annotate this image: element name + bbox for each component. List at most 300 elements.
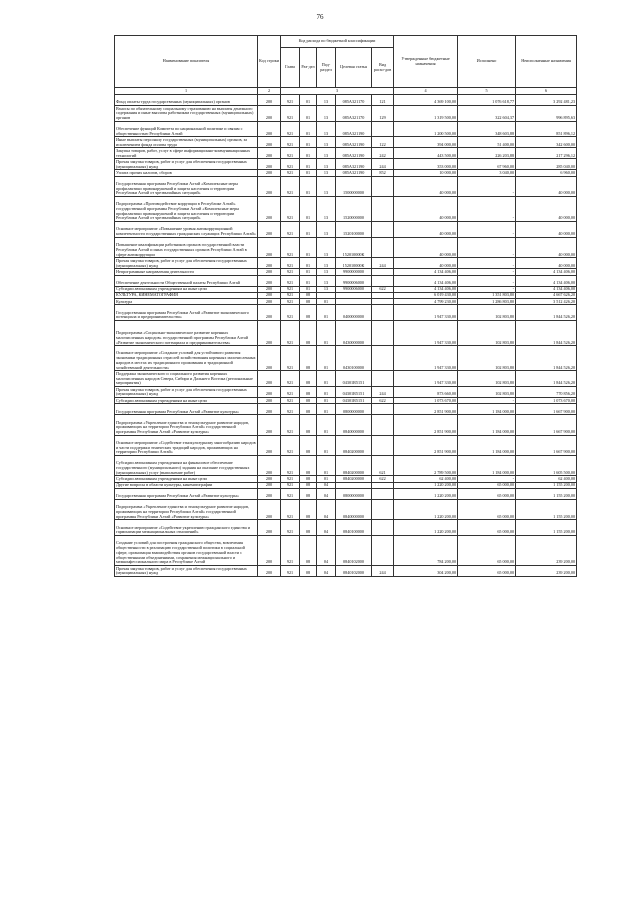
row-target: 0400000000	[336, 305, 372, 321]
row-podrazdel: 13	[317, 286, 336, 292]
row-line-code: 200	[258, 321, 281, 346]
row-glava: 921	[281, 286, 300, 292]
row-target: 085А321170	[336, 95, 372, 106]
row-razdel: 08	[300, 435, 317, 455]
row-glava: 921	[281, 170, 300, 176]
row-name: Обеспечение функций Комитета по национальной политике и связям с общественностью Республики Алтай	[115, 121, 258, 137]
header-executed: Исполнено	[458, 36, 516, 88]
row-approved: 40 000,00	[394, 222, 458, 238]
row-glava: 921	[281, 305, 300, 321]
row-line-code: 200	[258, 170, 281, 176]
row-podrazdel: 01	[317, 476, 336, 482]
row-name: Поддержка экономического и социального развития коренных малочисленных народов Севера, Сибири и Дальнего Востока (региональные мероприятия)	[115, 371, 258, 387]
row-executed: 1 184 000,00	[458, 435, 516, 455]
row-target: 04301R5151	[336, 371, 372, 387]
table-body	[115, 95, 577, 577]
row-unexecuted: 4 667 626,20	[516, 292, 577, 298]
row-approved: 1 073 670,00	[394, 397, 458, 403]
row-exp-type: 622	[372, 476, 394, 482]
row-unexecuted: 851 896,12	[516, 121, 577, 137]
row-podrazdel: 13	[317, 170, 336, 176]
row-unexecuted: 40 000,00	[516, 222, 577, 238]
row-executed: -	[458, 269, 516, 275]
row-glava: 921	[281, 176, 300, 196]
table-row	[115, 565, 577, 576]
row-exp-type	[372, 305, 394, 321]
row-executed: 65 000,00	[458, 520, 516, 536]
row-executed: 1 184 000,00	[458, 456, 516, 476]
row-approved: 443 500,00	[394, 148, 458, 159]
row-executed: 102 803,80	[458, 371, 516, 387]
row-target: 1500000000	[336, 176, 372, 196]
row-target: 085А321190	[336, 159, 372, 170]
row-approved: 10 000,00	[394, 170, 458, 176]
row-podrazdel: 01	[317, 386, 336, 397]
row-approved: 40 000,00	[394, 237, 458, 257]
row-razdel: 08	[300, 346, 317, 371]
row-approved: 40 000,00	[394, 258, 458, 269]
row-unexecuted: 1 155 200,00	[516, 520, 577, 536]
row-line-code: 200	[258, 565, 281, 576]
row-exp-type: 129	[372, 106, 394, 122]
row-podrazdel: 01	[317, 346, 336, 371]
row-razdel: 08	[300, 292, 317, 298]
table-row	[115, 386, 577, 397]
row-line-code: 200	[258, 197, 281, 222]
row-glava: 921	[281, 415, 300, 435]
row-razdel: 01	[300, 197, 317, 222]
row-exp-type: 244	[372, 386, 394, 397]
row-exp-type: 852	[372, 170, 394, 176]
row-glava: 921	[281, 404, 300, 415]
row-unexecuted: 62 400,00	[516, 476, 577, 482]
row-unexecuted: 1 155 200,00	[516, 489, 577, 500]
row-approved: 2 851 900,00	[394, 435, 458, 455]
row-glava: 921	[281, 565, 300, 576]
row-name: Закупка товаров, работ, услуг в сфере информационно-коммуникационных технологий	[115, 148, 258, 159]
col-index: 2	[258, 88, 281, 95]
row-razdel: 01	[300, 269, 317, 275]
row-unexecuted: 4 134 406,00	[516, 269, 577, 275]
table-row	[115, 237, 577, 257]
row-unexecuted: 996 895,63	[516, 106, 577, 122]
row-name: Фонд оплаты труда государственных (муниципальных) органов	[115, 95, 258, 106]
table-row	[115, 222, 577, 238]
row-unexecuted: 40 000,00	[516, 176, 577, 196]
row-podrazdel: 01	[317, 371, 336, 387]
row-exp-type	[372, 404, 394, 415]
row-executed: 226 203,88	[458, 148, 516, 159]
row-glava: 921	[281, 95, 300, 106]
row-approved: 1 319 500,00	[394, 106, 458, 122]
row-unexecuted: 4 134 406,00	[516, 286, 577, 292]
row-podrazdel: 13	[317, 258, 336, 269]
row-exp-type	[372, 520, 394, 536]
row-line-code: 200	[258, 305, 281, 321]
row-podrazdel: 13	[317, 197, 336, 222]
row-unexecuted: 1 667 900,00	[516, 435, 577, 455]
row-line-code: 200	[258, 397, 281, 403]
row-approved: 6 019 430,00	[394, 292, 458, 298]
table-row	[115, 305, 577, 321]
row-exp-type: 244	[372, 258, 394, 269]
row-executed: -	[458, 286, 516, 292]
row-name: Субсидии автономным учреждениям на иные цели	[115, 397, 258, 403]
row-approved: 1 947 330,00	[394, 371, 458, 387]
row-approved: 40 000,00	[394, 197, 458, 222]
row-podrazdel: 13	[317, 148, 336, 159]
row-approved: 4 134 406,00	[394, 275, 458, 286]
row-podrazdel: 01	[317, 397, 336, 403]
row-unexecuted: 239 200,00	[516, 536, 577, 566]
row-line-code: 200	[258, 258, 281, 269]
row-exp-type	[372, 321, 394, 346]
row-executed: 1 184 000,00	[458, 404, 516, 415]
row-executed: -	[458, 397, 516, 403]
row-executed: 1 351 803,80	[458, 292, 516, 298]
row-name: Непрограммные направления деятельности	[115, 269, 258, 275]
row-approved: 1 947 330,00	[394, 305, 458, 321]
row-razdel: 08	[300, 520, 317, 536]
row-name: Субсидии автономным учреждениям на иные цели	[115, 286, 258, 292]
row-razdel: 01	[300, 222, 317, 238]
row-exp-type	[372, 371, 394, 387]
row-approved: 1 220 200,00	[394, 489, 458, 500]
row-executed: -	[458, 476, 516, 482]
row-executed: -	[458, 222, 516, 238]
row-executed: 1 076 618,77	[458, 95, 516, 106]
row-name: Подпрограмма «Социально-экономическое развитие коренных малочисленных народов» государственной программы Республики Алтай «Развитие экономического потенциала и предпринимательства»	[115, 321, 258, 346]
row-line-code: 200	[258, 137, 281, 148]
row-exp-type: 121	[372, 95, 394, 106]
row-target: 0840200000	[336, 456, 372, 476]
row-approved: 4 134 406,00	[394, 269, 458, 275]
row-target: 0800000000	[336, 489, 372, 500]
row-approved: 873 660,00	[394, 386, 458, 397]
row-executed: 102 803,80	[458, 305, 516, 321]
row-razdel: 01	[300, 137, 317, 148]
row-approved: 2 789 500,00	[394, 456, 458, 476]
row-razdel: 08	[300, 456, 317, 476]
row-podrazdel: 01	[317, 456, 336, 476]
row-target: 0840000000	[336, 415, 372, 435]
row-podrazdel: 13	[317, 269, 336, 275]
row-line-code: 200	[258, 435, 281, 455]
row-podrazdel: 13	[317, 237, 336, 257]
table-row	[115, 137, 577, 148]
row-executed: -	[458, 258, 516, 269]
table-row	[115, 159, 577, 170]
row-approved: 1 220 200,00	[394, 482, 458, 488]
row-name: Другие вопросы в области культуры, кинематографии	[115, 482, 258, 488]
row-glava: 921	[281, 435, 300, 455]
row-target: 0840200000	[336, 435, 372, 455]
table-row	[115, 148, 577, 159]
row-razdel: 08	[300, 404, 317, 415]
table-row	[115, 121, 577, 137]
table-row	[115, 489, 577, 500]
row-glava: 921	[281, 346, 300, 371]
row-glava: 921	[281, 482, 300, 488]
row-exp-type: 622	[372, 397, 394, 403]
row-razdel: 08	[300, 565, 317, 576]
row-unexecuted: 1 155 200,00	[516, 500, 577, 520]
row-exp-type	[372, 435, 394, 455]
row-executed: 1 184 000,00	[458, 415, 516, 435]
row-name: Основное мероприятие «Создание условий для устойчивого развития экономики традиционных отраслей хозяйствования коренных малочисленных народов в местах их традиционного проживания и традиционной хозяйственной деятельности»	[115, 346, 258, 371]
col-index: 1	[115, 88, 258, 95]
row-approved: 1 947 330,00	[394, 346, 458, 371]
row-razdel: 01	[300, 286, 317, 292]
row-razdel: 01	[300, 170, 317, 176]
row-razdel: 08	[300, 536, 317, 566]
row-target: 0430100000	[336, 346, 372, 371]
row-name: Государственная программа Республики Алтай «Развитие культуры»	[115, 489, 258, 500]
row-razdel: 01	[300, 121, 317, 137]
row-razdel: 08	[300, 305, 317, 321]
row-line-code: 200	[258, 286, 281, 292]
row-podrazdel: 04	[317, 482, 336, 488]
col-index: 4	[394, 88, 458, 95]
row-unexecuted: 3 512 426,20	[516, 299, 577, 305]
row-podrazdel: 01	[317, 404, 336, 415]
row-glava: 921	[281, 536, 300, 566]
row-razdel: 01	[300, 176, 317, 196]
table-row	[115, 435, 577, 455]
table-row	[115, 520, 577, 536]
header-glava: Глава	[281, 48, 300, 88]
row-name: Государственная программа Республики Алтай «Развитие культуры»	[115, 404, 258, 415]
row-razdel: 08	[300, 489, 317, 500]
row-razdel: 01	[300, 275, 317, 286]
row-exp-type	[372, 500, 394, 520]
row-name: Прочая закупка товаров, работ и услуг для обеспечения государственных (муниципальных) нужд	[115, 159, 258, 170]
row-approved: 2 851 900,00	[394, 404, 458, 415]
row-executed: 67 960,00	[458, 159, 516, 170]
row-name: Государственная программа Республики Алтай «Комплексные меры профилактики правонарушений и защита населения и территории Республики Алтай от чрезвычайных ситуаций»	[115, 176, 258, 196]
row-line-code: 200	[258, 237, 281, 257]
row-glava: 921	[281, 237, 300, 257]
row-approved: 2 851 900,00	[394, 415, 458, 435]
row-line-code: 200	[258, 176, 281, 196]
row-executed: 65 000,00	[458, 536, 516, 566]
row-podrazdel: 01	[317, 435, 336, 455]
row-unexecuted: 40 000,00	[516, 197, 577, 222]
row-target: 085А321190	[336, 121, 372, 137]
row-razdel: 08	[300, 476, 317, 482]
header-classification: Код расхода по бюджетной классификации	[281, 36, 394, 48]
row-line-code: 200	[258, 520, 281, 536]
row-name: Взносы по обязательному социальному страхованию на выплаты денежного содержания и иные выплаты работникам государственных (муниципальных) органов	[115, 106, 258, 122]
row-razdel: 01	[300, 106, 317, 122]
row-target: 1520000000	[336, 197, 372, 222]
row-unexecuted: 342 600,00	[516, 137, 577, 148]
row-target: 085А321190	[336, 170, 372, 176]
row-glava: 921	[281, 299, 300, 305]
table-row	[115, 415, 577, 435]
row-executed: -	[458, 176, 516, 196]
row-approved: 394 000,00	[394, 137, 458, 148]
row-unexecuted: 1 155 200,00	[516, 482, 577, 488]
row-razdel: 08	[300, 397, 317, 403]
row-glava: 921	[281, 222, 300, 238]
row-target: 085А321190	[336, 137, 372, 148]
row-glava: 921	[281, 520, 300, 536]
row-line-code: 200	[258, 489, 281, 500]
row-podrazdel: 13	[317, 176, 336, 196]
row-podrazdel: 13	[317, 106, 336, 122]
row-line-code: 200	[258, 404, 281, 415]
row-podrazdel: 13	[317, 222, 336, 238]
row-line-code: 200	[258, 386, 281, 397]
row-name: Основное мероприятие «Содействие укреплению гражданского единства и гармонизации межнациональных отношений»	[115, 520, 258, 536]
row-name: Культура	[115, 299, 258, 305]
row-name: Прочая закупка товаров, работ и услуг для обеспечения государственных (муниципальных) нужд	[115, 565, 258, 576]
row-executed: -	[458, 275, 516, 286]
row-unexecuted: 217 296,12	[516, 148, 577, 159]
row-line-code: 200	[258, 536, 281, 566]
row-exp-type: 244	[372, 159, 394, 170]
row-exp-type	[372, 275, 394, 286]
table-row	[115, 176, 577, 196]
row-unexecuted: 40 000,00	[516, 258, 577, 269]
row-executed: -	[458, 237, 516, 257]
table-row	[115, 456, 577, 476]
row-unexecuted: 1 605 500,00	[516, 456, 577, 476]
row-unexecuted: 4 134 406,00	[516, 275, 577, 286]
row-line-code: 200	[258, 121, 281, 137]
row-podrazdel: 13	[317, 137, 336, 148]
row-glava: 921	[281, 371, 300, 387]
row-razdel: 01	[300, 258, 317, 269]
row-executed: 102 803,80	[458, 386, 516, 397]
header-unexecuted: Неисполненные назначения	[516, 36, 577, 88]
row-exp-type	[372, 121, 394, 137]
row-exp-type	[372, 536, 394, 566]
row-target: 152010000К	[336, 258, 372, 269]
row-exp-type: 622	[372, 286, 394, 292]
row-line-code: 200	[258, 275, 281, 286]
row-approved: 4 369 100,00	[394, 95, 458, 106]
row-name: Прочая закупка товаров, работ и услуг для обеспечения государственных (муниципальных) нужд	[115, 386, 258, 397]
row-line-code: 200	[258, 148, 281, 159]
row-razdel: 08	[300, 321, 317, 346]
row-razdel: 01	[300, 237, 317, 257]
row-target: 0840100000	[336, 520, 372, 536]
row-target: 9900006000	[336, 286, 372, 292]
budget-table	[114, 35, 577, 577]
row-unexecuted: 285 040,00	[516, 159, 577, 170]
row-name: Повышение квалификации работников органов государственной власти Республики Алтай и иных государственных органов Республики Алтай в сфере антикоррупции	[115, 237, 258, 257]
table-row	[115, 404, 577, 415]
header-name: Наименование показателя	[115, 36, 258, 88]
row-unexecuted: 1 667 900,00	[516, 404, 577, 415]
header-approved: Утвержденные бюджетные назначения	[394, 36, 458, 88]
row-glava: 921	[281, 489, 300, 500]
row-glava: 921	[281, 159, 300, 170]
row-exp-type	[372, 415, 394, 435]
table-row	[115, 371, 577, 387]
row-unexecuted: 239 200,00	[516, 565, 577, 576]
row-target: 04301R5151	[336, 397, 372, 403]
row-razdel: 08	[300, 299, 317, 305]
row-target: 0840200000	[336, 476, 372, 482]
row-glava: 921	[281, 456, 300, 476]
table-row	[115, 536, 577, 566]
row-approved: 784 200,00	[394, 536, 458, 566]
row-line-code: 200	[258, 500, 281, 520]
table-row	[115, 95, 577, 106]
row-unexecuted: 40 000,00	[516, 237, 577, 257]
col-index: 5	[458, 88, 516, 95]
row-exp-type	[372, 222, 394, 238]
row-razdel: 01	[300, 148, 317, 159]
row-glava: 921	[281, 275, 300, 286]
row-line-code: 200	[258, 222, 281, 238]
row-executed: 65 000,00	[458, 565, 516, 576]
row-razdel: 08	[300, 386, 317, 397]
row-name: КУЛЬТУРА, КИНЕМАТОГРАФИЯ	[115, 292, 258, 298]
page-number: 76	[316, 13, 324, 21]
row-podrazdel: 04	[317, 565, 336, 576]
row-glava: 921	[281, 292, 300, 298]
header-podrazdel: Под-раздел	[317, 48, 336, 88]
row-name: Иные выплаты персоналу государственных (муниципальных) органов, за исключением фонда оплаты труда	[115, 137, 258, 148]
table-row	[115, 500, 577, 520]
row-razdel: 08	[300, 415, 317, 435]
row-name: Субсидии автономным учреждениям на финансовое обеспечение государственного (муниципального) задания на оказание государственных (муниципальных) услуг (выполнение работ)	[115, 456, 258, 476]
row-target: 0840000000	[336, 500, 372, 520]
row-razdel: 08	[300, 371, 317, 387]
table-row	[115, 275, 577, 286]
row-approved: 304 200,00	[394, 565, 458, 576]
row-unexecuted: 1 844 526,20	[516, 346, 577, 371]
row-target: 085А321170	[336, 106, 372, 122]
row-executed: 348 603,88	[458, 121, 516, 137]
table-row	[115, 106, 577, 122]
header-razdel: Раз-дел	[300, 48, 317, 88]
row-line-code: 200	[258, 292, 281, 298]
row-line-code: 200	[258, 95, 281, 106]
row-line-code: 200	[258, 415, 281, 435]
row-name: Основное мероприятие «Содействие этнокультурному многообразию народов и части поддержки этнических традиций народов, проживающих на территории Республики Алтай»	[115, 435, 258, 455]
row-line-code: 200	[258, 269, 281, 275]
row-podrazdel: 13	[317, 159, 336, 170]
row-target: 0430000000	[336, 321, 372, 346]
row-unexecuted: 770 856,20	[516, 386, 577, 397]
row-target: 9900006000	[336, 275, 372, 286]
row-target: 152010000К	[336, 237, 372, 257]
row-name: Подпрограмма «Укрепление единства и этнокультурное развитие народов, проживающих на территории Республики Алтай» государственной программы Республики Алтай «Развитие культуры»	[115, 415, 258, 435]
row-approved: 40 000,00	[394, 176, 458, 196]
row-executed: 322 604,37	[458, 106, 516, 122]
row-executed: 1 286 803,80	[458, 299, 516, 305]
row-name: Государственная программа Республики Алтай «Развитие экономического потенциала и предпринимательства»	[115, 305, 258, 321]
row-executed: 102 803,80	[458, 321, 516, 346]
row-exp-type	[372, 489, 394, 500]
row-executed: 3 040,00	[458, 170, 516, 176]
row-unexecuted: 6 960,00	[516, 170, 577, 176]
table-row	[115, 258, 577, 269]
row-glava: 921	[281, 321, 300, 346]
col-index: 3	[281, 88, 394, 95]
row-executed: 65 000,00	[458, 489, 516, 500]
row-name: Подпрограмма «Противодействие коррупции в Республике Алтай» государственной программы Республики Алтай «Комплексные меры профилактики правонарушений и защита населения и территории Республики Алтай от чрезвычайных ситуаций»	[115, 197, 258, 222]
row-glava: 921	[281, 386, 300, 397]
row-line-code: 200	[258, 371, 281, 387]
row-podrazdel: 13	[317, 95, 336, 106]
row-podrazdel: 01	[317, 415, 336, 435]
